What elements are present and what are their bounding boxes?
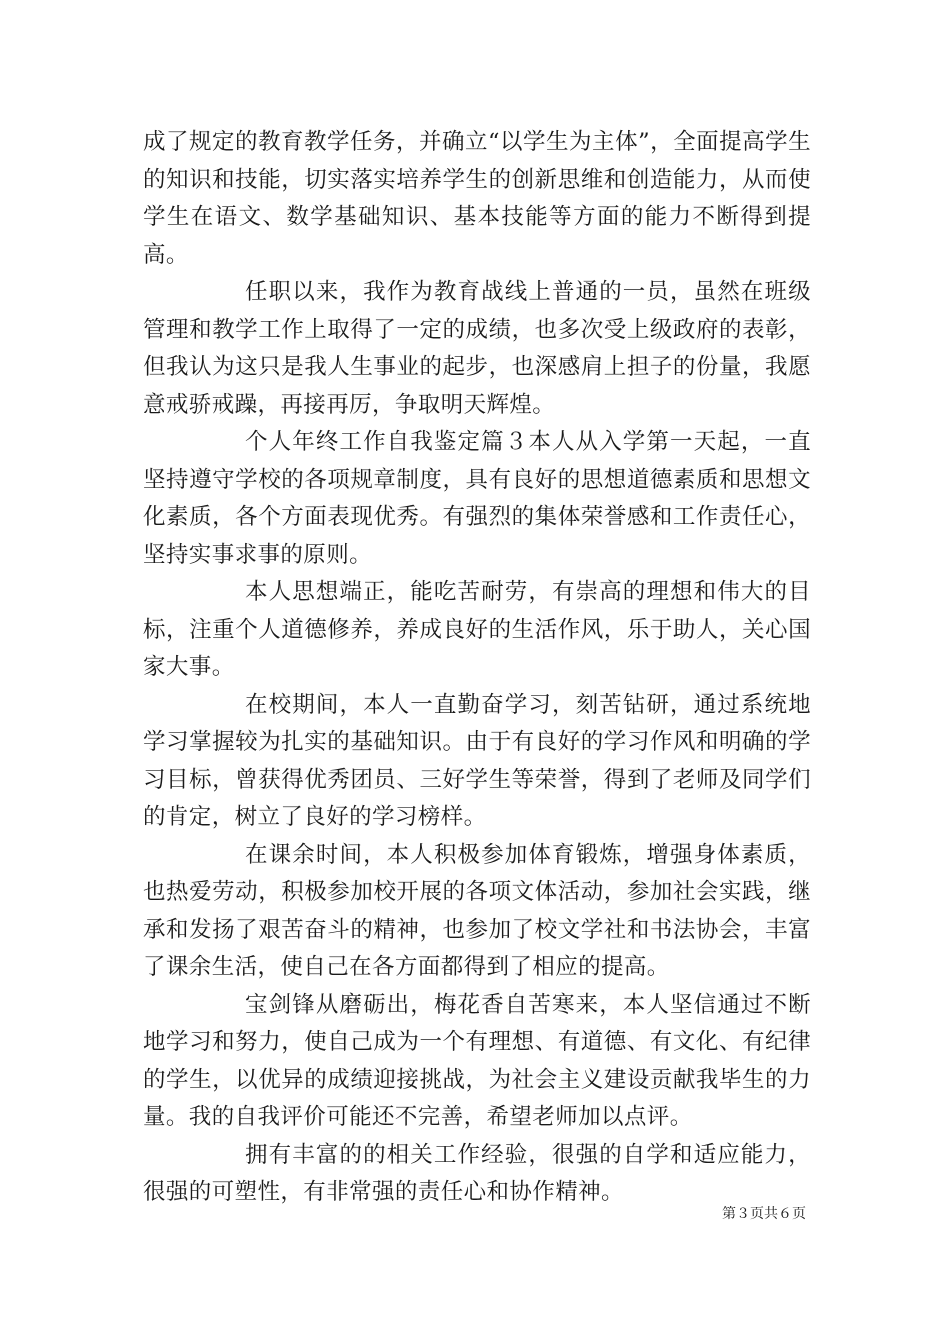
paragraph-study: 在校期间，本人一直勤奋学习，刻苦钻研，通过系统地学习掌握较为扎实的基础知识。由于有良好的学习作风和明确的学习目标，曾获得优秀团员、三好学生等荣誉，得到了老师及同学们的肯定，树立了良好的学习榜样。 [143, 691, 811, 830]
page-number-footer: 第３页共６页 [722, 1206, 806, 1222]
paragraph-experience: 拥有丰富的的相关工作经验，很强的自学和适应能力，很强的可塑性，有非常强的责任心和协作精神。 [143, 1141, 811, 1205]
paragraph-ideology: 本人思想端正，能吃苦耐劳，有崇高的理想和伟大的目标，注重个人道德修养，养成良好的生活作风，乐于助人，关心国家大事。 [143, 579, 811, 680]
paragraph-conclusion: 宝剑锋从磨砺出，梅花香自苦寒来，本人坚信通过不断地学习和努力，使自己成为一个有理想、有道德、有文化、有纪律的学生，以优异的成绩迎接挑战，为社会主义建设贡献我毕生的力量。我的自我评价可能还不完善，希望老师加以点评。 [143, 991, 811, 1130]
paragraph-extracurricular: 在课余时间，本人积极参加体育锻炼，增强身体素质，也热爱劳动，积极参加校开展的各项文体活动，参加社会实践，继承和发扬了艰苦奋斗的精神，也参加了校文学社和书法协会，丰富了课余生活，使自己在各方面都得到了相应的提高。 [143, 841, 811, 980]
paragraph-continuation: 成了规定的教育教学任务，并确立“以学生为主体”，全面提高学生的知识和技能，切实落实培养学生的创新思维和创造能力，从而使学生在语文、数学基础知识、基本技能等方面的能力不断得到提高。 [143, 129, 811, 268]
paragraph-tenure: 任职以来，我作为教育战线上普通的一员，虽然在班级管理和教学工作上取得了一定的成绩，也多次受上级政府的表彰，但我认为这只是我人生事业的起步，也深感肩上担子的份量，我愿意戒骄戒躁，再接再厉，争取明天辉煌。 [143, 279, 811, 418]
paragraph-self-assessment-intro: 个人年终工作自我鉴定篇３本人从入学第一天起，一直坚持遵守学校的各项规章制度，具有良好的思想道德素质和思想文化素质，各个方面表现优秀。有强烈的集体荣誉感和工作责任心，坚持实事求事的原则。 [143, 429, 811, 568]
document-body [143, 124, 811, 1212]
